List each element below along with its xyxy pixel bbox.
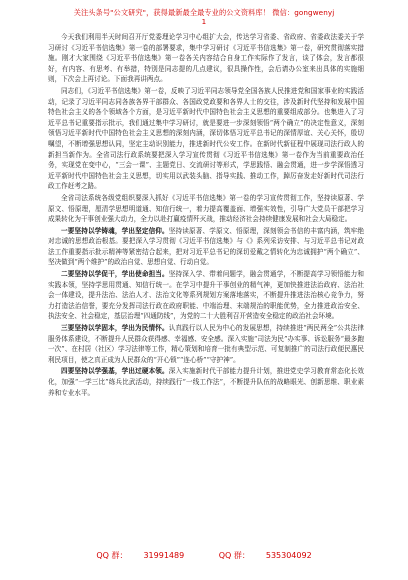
paragraph: 四要坚持以学强基，学出过硬本领。深入实施新时代干部能力提升计划，推进党史学习教育常态化长效化，加强“一学三比”练兵比武活动，持续践行“一线工作法”，不断提升队伍的战略眼光、创新思维、职业素养和专业水平。: [48, 367, 365, 397]
header-line-2: 1: [201, 17, 207, 26]
paragraph: 全省司法系统各级党组织要深入抓好《习近平书信选集》第一卷的学习宣传贯彻工作，坚持读原著、学原文、悟原理，厘清学思想明道通、知信行统一，着力提高覆盖面、增强实效性，引导广大党员干部把学习成果转化为干事创业强大动力，全力以赴打赢疫情歼灭战，推动经济社会持续健康发展和社会大局稳定。: [48, 193, 364, 224]
document-body: [48, 32, 364, 398]
paragraph: 二要坚持以学促干，学出使命担当。坚持深入学、带着问题学，融会贯通学，不断提高学习领悟能力和实践本领，坚持学思用贯通、知信行统一。在学习中提升干事创业的精气神，更加快推进法治政府、法治社会一体建设，提升法治、法治人才、法治文化等系列规划方案落地落实，不断提升推进法治核心竞争力，努力打造法治信誉，要充分发挥司法行政在政府职能、中端治理、末端规治的职能优势，全力推进政治安全、执法安全、社会稳定，基层治理“四通防线”，为党的二十大胜利召开营造安全稳定的政治社会环境。: [48, 270, 365, 321]
paragraph: 今天我们利用半天时间召开厅党委理论学习中心组扩大会，传达学习省委、省政府、省委政法委关于学习研讨《习近平书信选集》第一卷的部署要求，集中学习研讨《习近平书信选集》第一卷，研究贯彻落实措施。刚才大家围绕《习近平书信选集》第一卷各关内容结合自身工作实际作了发言，谈了体会，发言都很好，有内容、有思考、有举措，特别是同志提的几点建议，很具操作性，会后请办公室来出具体的实施细则，下次会上再讨论。下面我再讲两点。: [48, 33, 364, 84]
paragraph: 三要坚持以学固本，学出为民情怀。认真践行以人民为中心的发展思想，持续推进“两民两全”公共法律服务体系建设，不断提升人民群众获得感、幸福感、安全感。深入实施“司法为民”办实事、诉讼服务“最多跑一次”、在村居（社区）学习法律等工作，精心策划和培育一批有典型示范、可复制推广的司法行政便民惠民利民项目，使之真正成为人民群众的“开心锁”“连心桥”“守护神”。: [48, 324, 365, 364]
qq-group-2: QQ 群： 535304092: [218, 551, 312, 560]
paragraph: 一要坚持以学铸魂，学出坚定信仰。坚持读原著、学原文、悟原理，深刻领会书信的丰富内涵，筑牢绝对忠诚的思想政治根基。要把深入学习贯彻《习近平书信选集》与《》系列采访安排、与习近平总书记对政法工作重要指示批示精神等紧密结合起来，把对习近平总书记的深切爱戴之情转化为忠诚拥护“两个确立”、坚决做到“两个维护”的政治自觉、思想自觉、行动自觉。: [48, 226, 365, 267]
paragraph: 同志们，《习近平书信选集》第一卷，反映了习近平同志领导党全国各族人民推进党和国家事业的实践活动，记录了习近平同志同各族各界干部群众、各国政党政要和各界人士的交往，涉及新时代坚持和发展中国特色社会主义的各个领域各个方面，是习近平新时代中国特色社会主义思想的重要组成部分。也集进入了习近平总书记重要指示批示，我们通过集中学习研讨，就是要进一步深刻领悟“两个确立”的决定性意义，深刻领悟习近平新时代中国特色社会主义思想的深刻内涵，深切体悟习近平总书记的深情厚谊、关心关怀，殷切嘱望，不断增强思想认同，坚定主动识别能力，推进新时代公安工作。在新时代新征程中展现司法行政人的新担当新作为。全省司法行政系统要把深入学习宣传贯彻《习近平书信选集》第一卷作为当前重要政治任务，实现党在变中心，“三会一课”、主题党日、交流研讨等形式，学思践悟、融会贯通，进一步学深悟透习近平新时代中国特色社会主义思想，切实用以武装头脑、指导实践、推动工作，踔厉奋发走好新时代司法行政工作赶考之路。: [48, 86, 364, 191]
footer-contact: [0, 550, 408, 561]
header-banner: [0, 8, 408, 26]
qq-group-1: QQ 群： 31991489: [96, 551, 185, 560]
header-line-1: 关注头条号"公文研究"，获得最新最全最专业的公文资料库！ 微信：gongwenyj: [73, 8, 335, 17]
